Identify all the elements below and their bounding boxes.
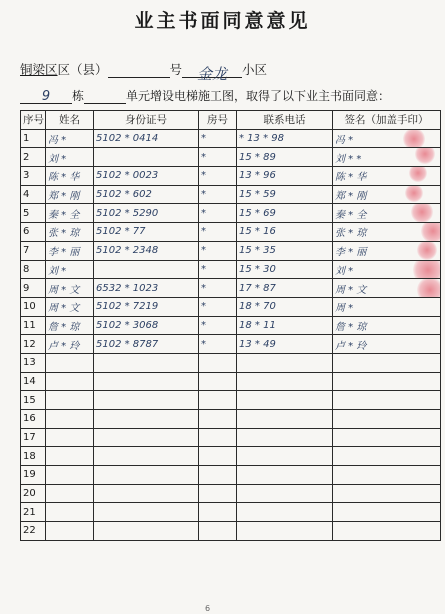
row-room-cell <box>199 410 237 429</box>
row-phone-cell: 13 * 49 <box>237 335 333 354</box>
row-phone-cell: 15 * 69 <box>237 204 333 223</box>
row-phone-cell <box>237 372 333 391</box>
row-phone-cell: 15 * 89 <box>237 148 333 167</box>
row-phone-cell <box>237 522 333 541</box>
row-seq-cell: 7 <box>21 241 46 260</box>
row-name-cell <box>46 372 94 391</box>
row-phone-cell <box>237 466 333 485</box>
row-name-cell: 刘 * <box>46 260 94 279</box>
row-signature-cell: 周 * <box>333 297 441 316</box>
row-seq-cell: 16 <box>21 410 46 429</box>
row-room-cell: * <box>199 260 237 279</box>
table-row <box>21 503 441 522</box>
row-name-cell <box>46 466 94 485</box>
row-room-cell <box>199 353 237 372</box>
row-id-cell: 5102 * 0414 <box>94 129 199 148</box>
page-title: 业主书面同意意见 <box>134 10 311 32</box>
row-phone-cell: 13 * 96 <box>237 167 333 186</box>
row-name-cell: 陈 * 华 <box>46 167 94 186</box>
table-row <box>21 391 441 410</box>
row-signature-cell: 周 * 文 <box>333 279 441 298</box>
row-seq-cell: 18 <box>21 447 46 466</box>
row-id-cell: 6532 * 1023 <box>94 279 199 298</box>
row-name-cell <box>46 353 94 372</box>
row-signature-cell: 秦 * 全 <box>333 204 441 223</box>
row-seq-cell: 2 <box>21 148 46 167</box>
row-name-cell <box>46 391 94 410</box>
table-row <box>21 428 441 447</box>
community-name: 金龙 <box>197 65 228 83</box>
building-number: 9 <box>41 89 51 104</box>
fingerprint-stamp <box>413 260 441 279</box>
row-id-cell <box>94 522 199 541</box>
row-signature-cell <box>333 447 441 466</box>
fingerprint-stamp <box>421 223 441 242</box>
row-id-cell: 5102 * 3068 <box>94 316 199 335</box>
table-row <box>21 204 441 223</box>
row-name-cell <box>46 503 94 522</box>
row-name-cell: 詹 * 琼 <box>46 316 94 335</box>
row-room-cell: * <box>199 148 237 167</box>
row-room-cell <box>199 522 237 541</box>
row-seq-cell: 11 <box>21 316 46 335</box>
table-row <box>21 223 441 242</box>
row-name-cell: 张 * 琼 <box>46 223 94 242</box>
fingerprint-stamp <box>417 279 441 298</box>
table-header-row <box>21 111 441 130</box>
row-phone-cell: 18 * 11 <box>237 316 333 335</box>
row-seq-cell: 17 <box>21 428 46 447</box>
row-id-cell <box>94 410 199 429</box>
header-id-number: 身份证号 <box>94 111 199 130</box>
row-id-cell: 5102 * 77 <box>94 223 199 242</box>
row-name-cell: 周 * 文 <box>46 297 94 316</box>
row-name-cell: 李 * 丽 <box>46 241 94 260</box>
row-phone-cell: 15 * 16 <box>237 223 333 242</box>
district-name: 铜梁区 <box>20 62 58 77</box>
row-signature-cell: 张 * 琼 <box>333 223 441 242</box>
row-room-cell <box>199 391 237 410</box>
row-id-cell: 5102 * 8787 <box>94 335 199 354</box>
row-name-cell: 郑 * 刚 <box>46 185 94 204</box>
row-id-cell <box>94 148 199 167</box>
row-room-cell <box>199 447 237 466</box>
row-phone-cell: 17 * 87 <box>237 279 333 298</box>
table-row <box>21 484 441 503</box>
table-row <box>21 522 441 541</box>
row-signature-cell <box>333 466 441 485</box>
row-seq-cell: 13 <box>21 353 46 372</box>
row-room-cell <box>199 503 237 522</box>
row-phone-cell: 18 * 70 <box>237 297 333 316</box>
fingerprint-stamp <box>411 204 433 223</box>
row-phone-cell <box>237 503 333 522</box>
row-phone-cell: 15 * 30 <box>237 260 333 279</box>
header-signature: 签名（加盖手印） <box>333 111 441 130</box>
row-signature-cell <box>333 372 441 391</box>
row-room-cell: * <box>199 223 237 242</box>
building-line <box>20 87 390 104</box>
row-seq-cell: 8 <box>21 260 46 279</box>
row-id-cell: 5102 * 5290 <box>94 204 199 223</box>
row-seq-cell: 5 <box>21 204 46 223</box>
row-seq-cell: 10 <box>21 297 46 316</box>
fingerprint-stamp <box>415 148 435 165</box>
row-phone-cell <box>237 353 333 372</box>
row-room-cell <box>199 466 237 485</box>
table-row <box>21 447 441 466</box>
row-id-cell: 5102 * 7219 <box>94 297 199 316</box>
table-row <box>21 260 441 279</box>
row-seq-cell: 20 <box>21 484 46 503</box>
row-id-cell <box>94 466 199 485</box>
row-seq-cell: 21 <box>21 503 46 522</box>
row-phone-cell <box>237 428 333 447</box>
street-blank <box>108 63 170 78</box>
row-id-cell <box>94 484 199 503</box>
row-seq-cell: 1 <box>21 129 46 148</box>
district-suffix: 区（县） <box>57 62 108 77</box>
row-signature-cell: 詹 * 琼 <box>333 316 441 335</box>
row-seq-cell: 15 <box>21 391 46 410</box>
row-seq-cell: 12 <box>21 335 46 354</box>
row-phone-cell <box>237 447 333 466</box>
row-room-cell: * <box>199 241 237 260</box>
row-room-cell <box>199 428 237 447</box>
row-phone-cell: * 13 * 98 <box>237 129 333 148</box>
row-signature-cell: 陈 * 华 <box>333 167 441 186</box>
building-blank <box>20 89 72 104</box>
building-line-text: 单元增设电梯施工图，取得了以下业主书面同意： <box>126 89 391 103</box>
table-row <box>21 185 441 204</box>
row-phone-cell <box>237 484 333 503</box>
row-signature-cell <box>333 503 441 522</box>
header-room: 房号 <box>199 111 237 130</box>
row-name-cell: 秦 * 全 <box>46 204 94 223</box>
row-seq-cell: 3 <box>21 167 46 186</box>
row-signature-cell <box>333 428 441 447</box>
row-signature-cell: 冯 * <box>333 129 441 148</box>
table-row <box>21 372 441 391</box>
row-id-cell <box>94 372 199 391</box>
table-row <box>21 353 441 372</box>
row-room-cell <box>199 372 237 391</box>
row-name-cell <box>46 428 94 447</box>
page-number: 6 <box>205 604 211 613</box>
row-name-cell <box>46 522 94 541</box>
row-name-cell <box>46 447 94 466</box>
row-signature-cell <box>333 410 441 429</box>
row-id-cell <box>94 260 199 279</box>
row-room-cell: * <box>199 204 237 223</box>
header-seq: 序号 <box>21 111 46 130</box>
row-room-cell: * <box>199 167 237 186</box>
table-row <box>21 167 441 186</box>
row-id-cell <box>94 391 199 410</box>
row-room-cell: * <box>199 335 237 354</box>
fingerprint-stamp <box>403 129 425 148</box>
table-row <box>21 335 441 354</box>
table-row <box>21 279 441 298</box>
row-name-cell: 冯 * <box>46 129 94 148</box>
table-row <box>21 241 441 260</box>
row-id-cell <box>94 503 199 522</box>
address-line <box>20 60 268 83</box>
row-seq-cell: 14 <box>21 372 46 391</box>
row-signature-cell: 郑 * 刚 <box>333 185 441 204</box>
row-id-cell <box>94 428 199 447</box>
table-row <box>21 316 441 335</box>
unit-blank <box>84 89 126 104</box>
row-signature-cell <box>333 522 441 541</box>
row-name-cell: 卢 * 玲 <box>46 335 94 354</box>
table-row <box>21 410 441 429</box>
row-room-cell <box>199 484 237 503</box>
row-room-cell: * <box>199 185 237 204</box>
row-room-cell: * <box>199 279 237 298</box>
row-seq-cell: 9 <box>21 279 46 298</box>
building-label: 栋 <box>72 89 85 103</box>
row-room-cell: * <box>199 129 237 148</box>
table-row <box>21 297 441 316</box>
number-label: 号 <box>169 62 183 77</box>
row-name-cell <box>46 410 94 429</box>
row-room-cell: * <box>199 297 237 316</box>
row-id-cell: 5102 * 602 <box>94 185 199 204</box>
row-seq-cell: 19 <box>21 466 46 485</box>
consent-table <box>20 110 441 541</box>
row-seq-cell: 22 <box>21 522 46 541</box>
fingerprint-stamp <box>405 185 423 202</box>
row-room-cell: * <box>199 316 237 335</box>
table-body <box>21 129 441 540</box>
row-id-cell: 5102 * 2348 <box>94 241 199 260</box>
row-signature-cell <box>333 353 441 372</box>
row-signature-cell: 刘 * <box>333 260 441 279</box>
community-suffix: 小区 <box>242 62 268 77</box>
row-seq-cell: 4 <box>21 185 46 204</box>
table-row <box>21 466 441 485</box>
row-signature-cell: 刘 * * <box>333 148 441 167</box>
row-id-cell <box>94 353 199 372</box>
fingerprint-stamp <box>409 167 427 183</box>
row-phone-cell <box>237 391 333 410</box>
row-phone-cell: 15 * 59 <box>237 185 333 204</box>
row-seq-cell: 6 <box>21 223 46 242</box>
row-name-cell: 刘 * <box>46 148 94 167</box>
row-name-cell <box>46 484 94 503</box>
row-signature-cell: 李 * 丽 <box>333 241 441 260</box>
fingerprint-stamp <box>417 241 437 260</box>
row-phone-cell: 15 * 35 <box>237 241 333 260</box>
row-signature-cell <box>333 484 441 503</box>
row-phone-cell <box>237 410 333 429</box>
table-row <box>21 148 441 167</box>
row-signature-cell: 卢 * 玲 <box>333 335 441 354</box>
header-phone: 联系电话 <box>237 111 333 130</box>
row-signature-cell <box>333 391 441 410</box>
row-name-cell: 周 * 文 <box>46 279 94 298</box>
row-id-cell <box>94 447 199 466</box>
row-id-cell: 5102 * 0023 <box>94 167 199 186</box>
header-name: 姓名 <box>46 111 94 130</box>
table-row <box>21 129 441 148</box>
community-blank <box>182 63 242 83</box>
